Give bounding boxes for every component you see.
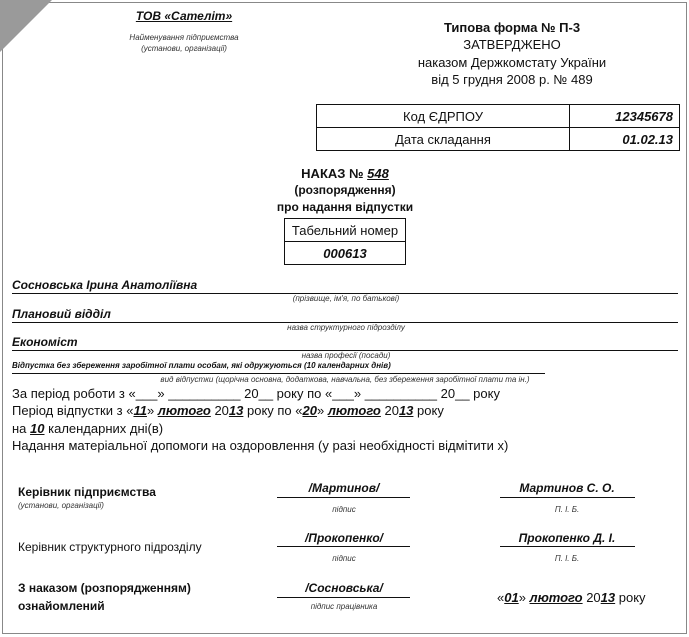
tab-number-label: Табельний номер [285,219,406,242]
department: Плановий відділ [12,307,111,321]
org-name: ТОВ «Сателіт» [135,9,233,23]
employee-name: Сосновська Ірина Анатоліївна [12,278,198,292]
date-value: 01.02.13 [570,128,680,151]
name-caption: (прізвище, ім'я, по батькові) [292,294,400,303]
text-segment: 20 [582,590,601,605]
code-label: Код ЄДРПОУ [317,105,570,128]
unit-head-signature: /Прокопенко/ [304,531,384,545]
date-label: Дата складання [317,128,570,151]
order-number: 548 [367,166,389,181]
ack-year: 13 [600,590,616,605]
ack-day: 01 [504,590,519,605]
material-aid: Надання матеріальної допомоги на оздоровлення (у разі необхідності відмітити х) [12,438,509,453]
days-count: 10 [30,421,45,436]
leave-days [12,421,163,436]
ack-sign-caption: підпис працівника [310,602,378,611]
order-sub: (розпорядження) [294,183,396,197]
code-value: 12345678 [570,105,680,128]
order-title [301,166,389,181]
leave-type: Відпустка без збереження заробітної плати особам, які одружуються (10 календарних днів) [12,361,391,370]
code-row [317,105,680,128]
unit-sign-caption: підпис [332,554,356,563]
ack-signature: /Сосновська/ [305,581,383,595]
leave-period [12,403,444,418]
text-segment: на [12,421,31,436]
ack-label-2: ознайомлений [18,599,105,613]
end-month: лютого [327,403,381,418]
start-year: 13 [228,403,244,418]
text-segment: 20 [210,403,229,418]
unit-head-label: Керівник структурного підрозділу [18,540,202,554]
text-segment: року [413,403,444,418]
work-period: За період роботи з «___» __________ 20__ року по «___» __________ 20__ року [12,386,500,401]
unit-name-caption: П. І. Б. [554,554,580,563]
date-row [317,128,680,151]
text-segment: » [316,403,328,418]
text-segment: 20 [380,403,399,418]
position-caption: назва професії (посади) [301,351,391,360]
ack-label-1: З наказом (розпорядженням) [18,581,191,595]
tab-number-table [284,218,406,265]
head-name: Мартинов С. О. [519,481,615,495]
org-caption-2: (установи, організації) [141,44,227,53]
head-name-caption: П. І. Б. [554,505,580,514]
text-segment: » [518,590,530,605]
start-day: 11 [133,403,147,418]
page-curl-icon [0,0,52,52]
text-segment: » [146,403,158,418]
ack-date [497,590,646,605]
form-number: Типова форма № П-3 [443,20,581,35]
text-segment: « [497,590,505,605]
position: Економіст [12,335,78,349]
text-segment: року по « [243,403,303,418]
approved-date: від 5 грудня 2008 р. № 489 [431,72,593,87]
head-signature: /Мартинов/ [308,481,380,495]
order-subject: про надання відпустки [276,200,414,214]
head-sign-caption: підпис [332,505,356,514]
leave-type-caption: вид відпустки (щорічна основна, додаткова, навчальна, без збереження заробітної плати та ін.) [160,375,530,384]
approved-by: наказом Держкомстату України [417,55,607,70]
org-caption-1: Найменування підприємства [129,33,239,42]
text-segment: Період відпустки з « [12,403,134,418]
tab-number-value: 000613 [285,242,406,265]
end-day: 20 [302,403,317,418]
head-caption: (установи, організації) [18,501,104,510]
ack-month: лютого [529,590,583,605]
text-segment: року [615,590,646,605]
unit-head-name: Прокопенко Д. І. [518,531,616,545]
department-caption: назва структурного підрозділу [287,323,405,332]
start-month: лютого [157,403,211,418]
codes-table [316,104,680,151]
approved: ЗАТВЕРДЖЕНО [463,37,561,52]
head-label: Керівник підприємства [18,485,156,499]
end-year: 13 [398,403,414,418]
text-segment: календарних дні(в) [44,421,164,436]
order-prefix: НАКАЗ № [301,166,368,181]
